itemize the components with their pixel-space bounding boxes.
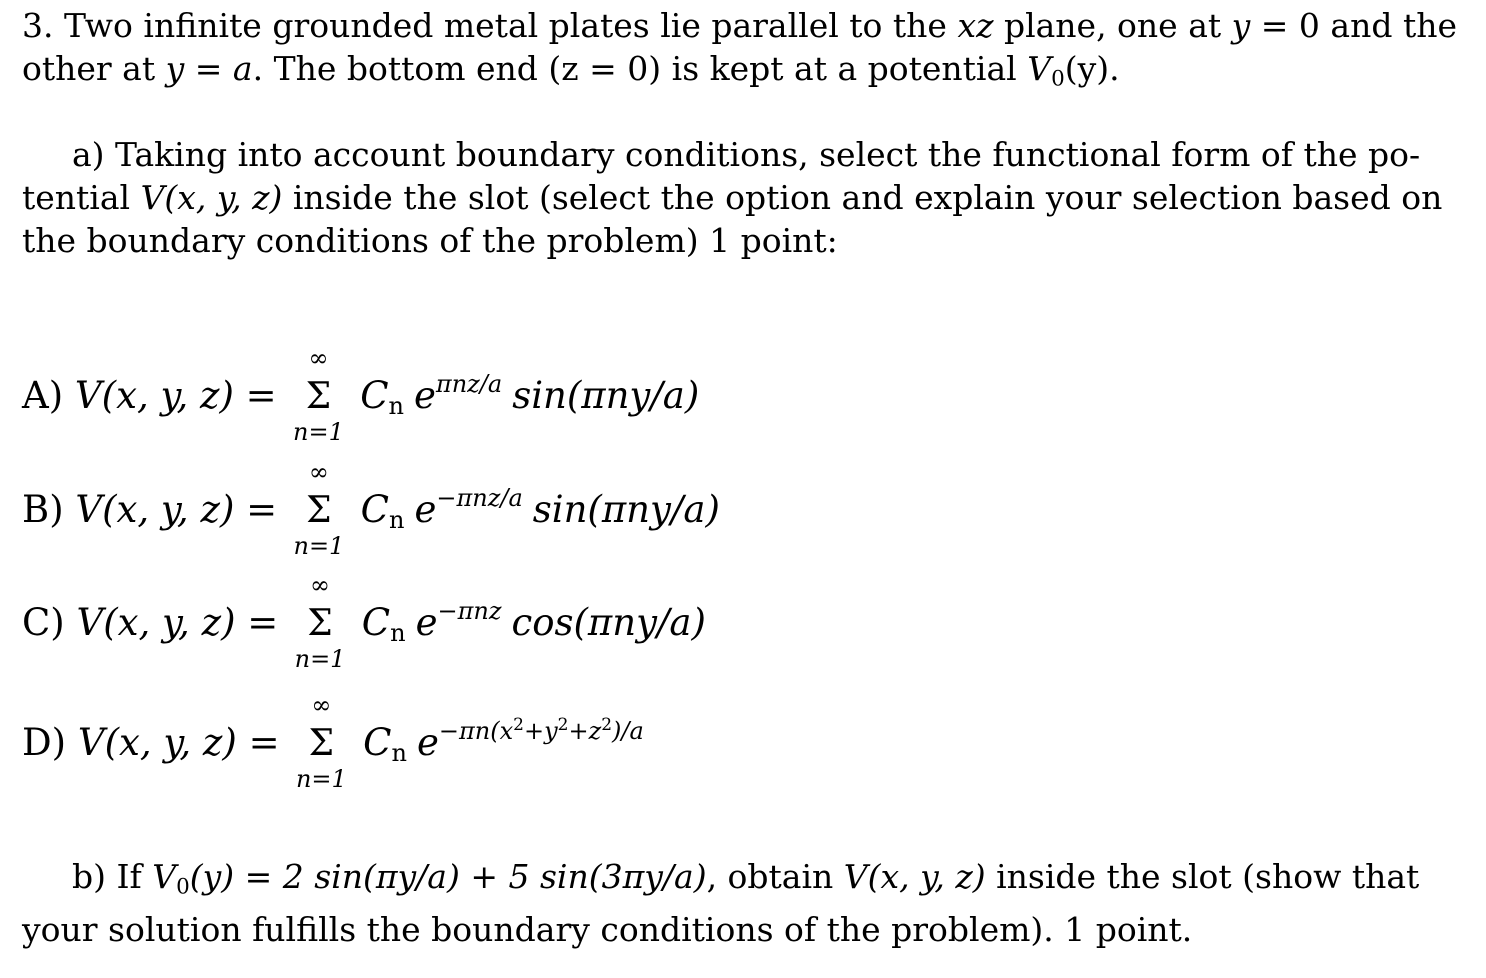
exponent: −πnz/a <box>436 484 523 512</box>
option-lhs: V(x, y, z) = <box>77 721 280 764</box>
summation: ∞ Σ n=1 <box>295 691 347 793</box>
option-lhs: V(x, y, z) = <box>76 601 279 644</box>
question-intro <box>22 4 1457 100</box>
option-d[interactable]: D) V(x, y, z) = ∞ Σ n=1 $C_n$ $e^{-\pi n(x^2+y^2+z^2)/a}$ <box>22 691 644 793</box>
trig-term: sin(πny/a) <box>512 374 700 417</box>
coefficient: $C_n$ <box>361 601 406 647</box>
part-b-prompt <box>22 855 1420 951</box>
option-label: A) <box>22 374 64 417</box>
part-a-line-1: a) Taking into account boundary conditions, select the functional form of the po- <box>72 135 1421 174</box>
summation: ∞ Σ n=1 <box>294 571 346 673</box>
option-label: C) <box>22 601 65 644</box>
trig-term: sin(πny/a) <box>532 488 720 531</box>
part-a-line-3: the boundary conditions of the problem) 1 point: <box>22 221 838 260</box>
part-b-line-2: your solution fulfills the boundary conditions of the problem). 1 point. <box>22 910 1193 950</box>
exponent: πnz/a <box>435 370 503 398</box>
exponent: −πn(x2+y2+z2)/a <box>438 715 644 745</box>
coefficient: $C_n$ <box>363 721 407 767</box>
summation: ∞ Σ n=1 <box>293 344 344 446</box>
option-a[interactable]: A) V(x, y, z) = ∞ Σ n=1 $C_n$ $e^{\pi nz/a}$ sin(πny/a) <box>22 344 700 446</box>
part-b-line-1: b) If $V_0(y) = 2$ sin(πy/a) + 5 sin(3πy/a), obtain V(x, y, z) inside the slot (show that <box>72 857 1420 900</box>
trig-term: cos(πny/a) <box>511 601 706 644</box>
part-a-prompt <box>22 133 1443 262</box>
option-lhs: V(x, y, z) = <box>74 374 277 417</box>
summation: ∞ Σ n=1 <box>293 458 345 560</box>
part-a-line-2: tential V(x, y, z) inside the slot (select the option and explain your selection based on <box>22 178 1443 217</box>
coefficient: $C_n$ <box>360 488 405 534</box>
option-lhs: V(x, y, z) = <box>75 488 278 531</box>
option-c[interactable]: C) V(x, y, z) = ∞ Σ n=1 $C_n$ $e^{-\pi nz}$ cos(πny/a) <box>22 571 706 673</box>
option-label: D) <box>22 721 67 764</box>
intro-line-2: other at y = a. The bottom end (z = 0) is kept at a potential $V_0(y)$. <box>22 49 1120 92</box>
option-label: B) <box>22 488 64 531</box>
coefficient: $C_n$ <box>360 374 405 420</box>
intro-line-1: 3. Two infinite grounded metal plates lie parallel to the xz plane, one at y = 0 and the <box>22 6 1457 45</box>
option-b[interactable]: B) V(x, y, z) = ∞ Σ n=1 $C_n$ $e^{-\pi nz/a}$ sin(πny/a) <box>22 458 720 560</box>
exponent: −πnz <box>437 597 502 625</box>
